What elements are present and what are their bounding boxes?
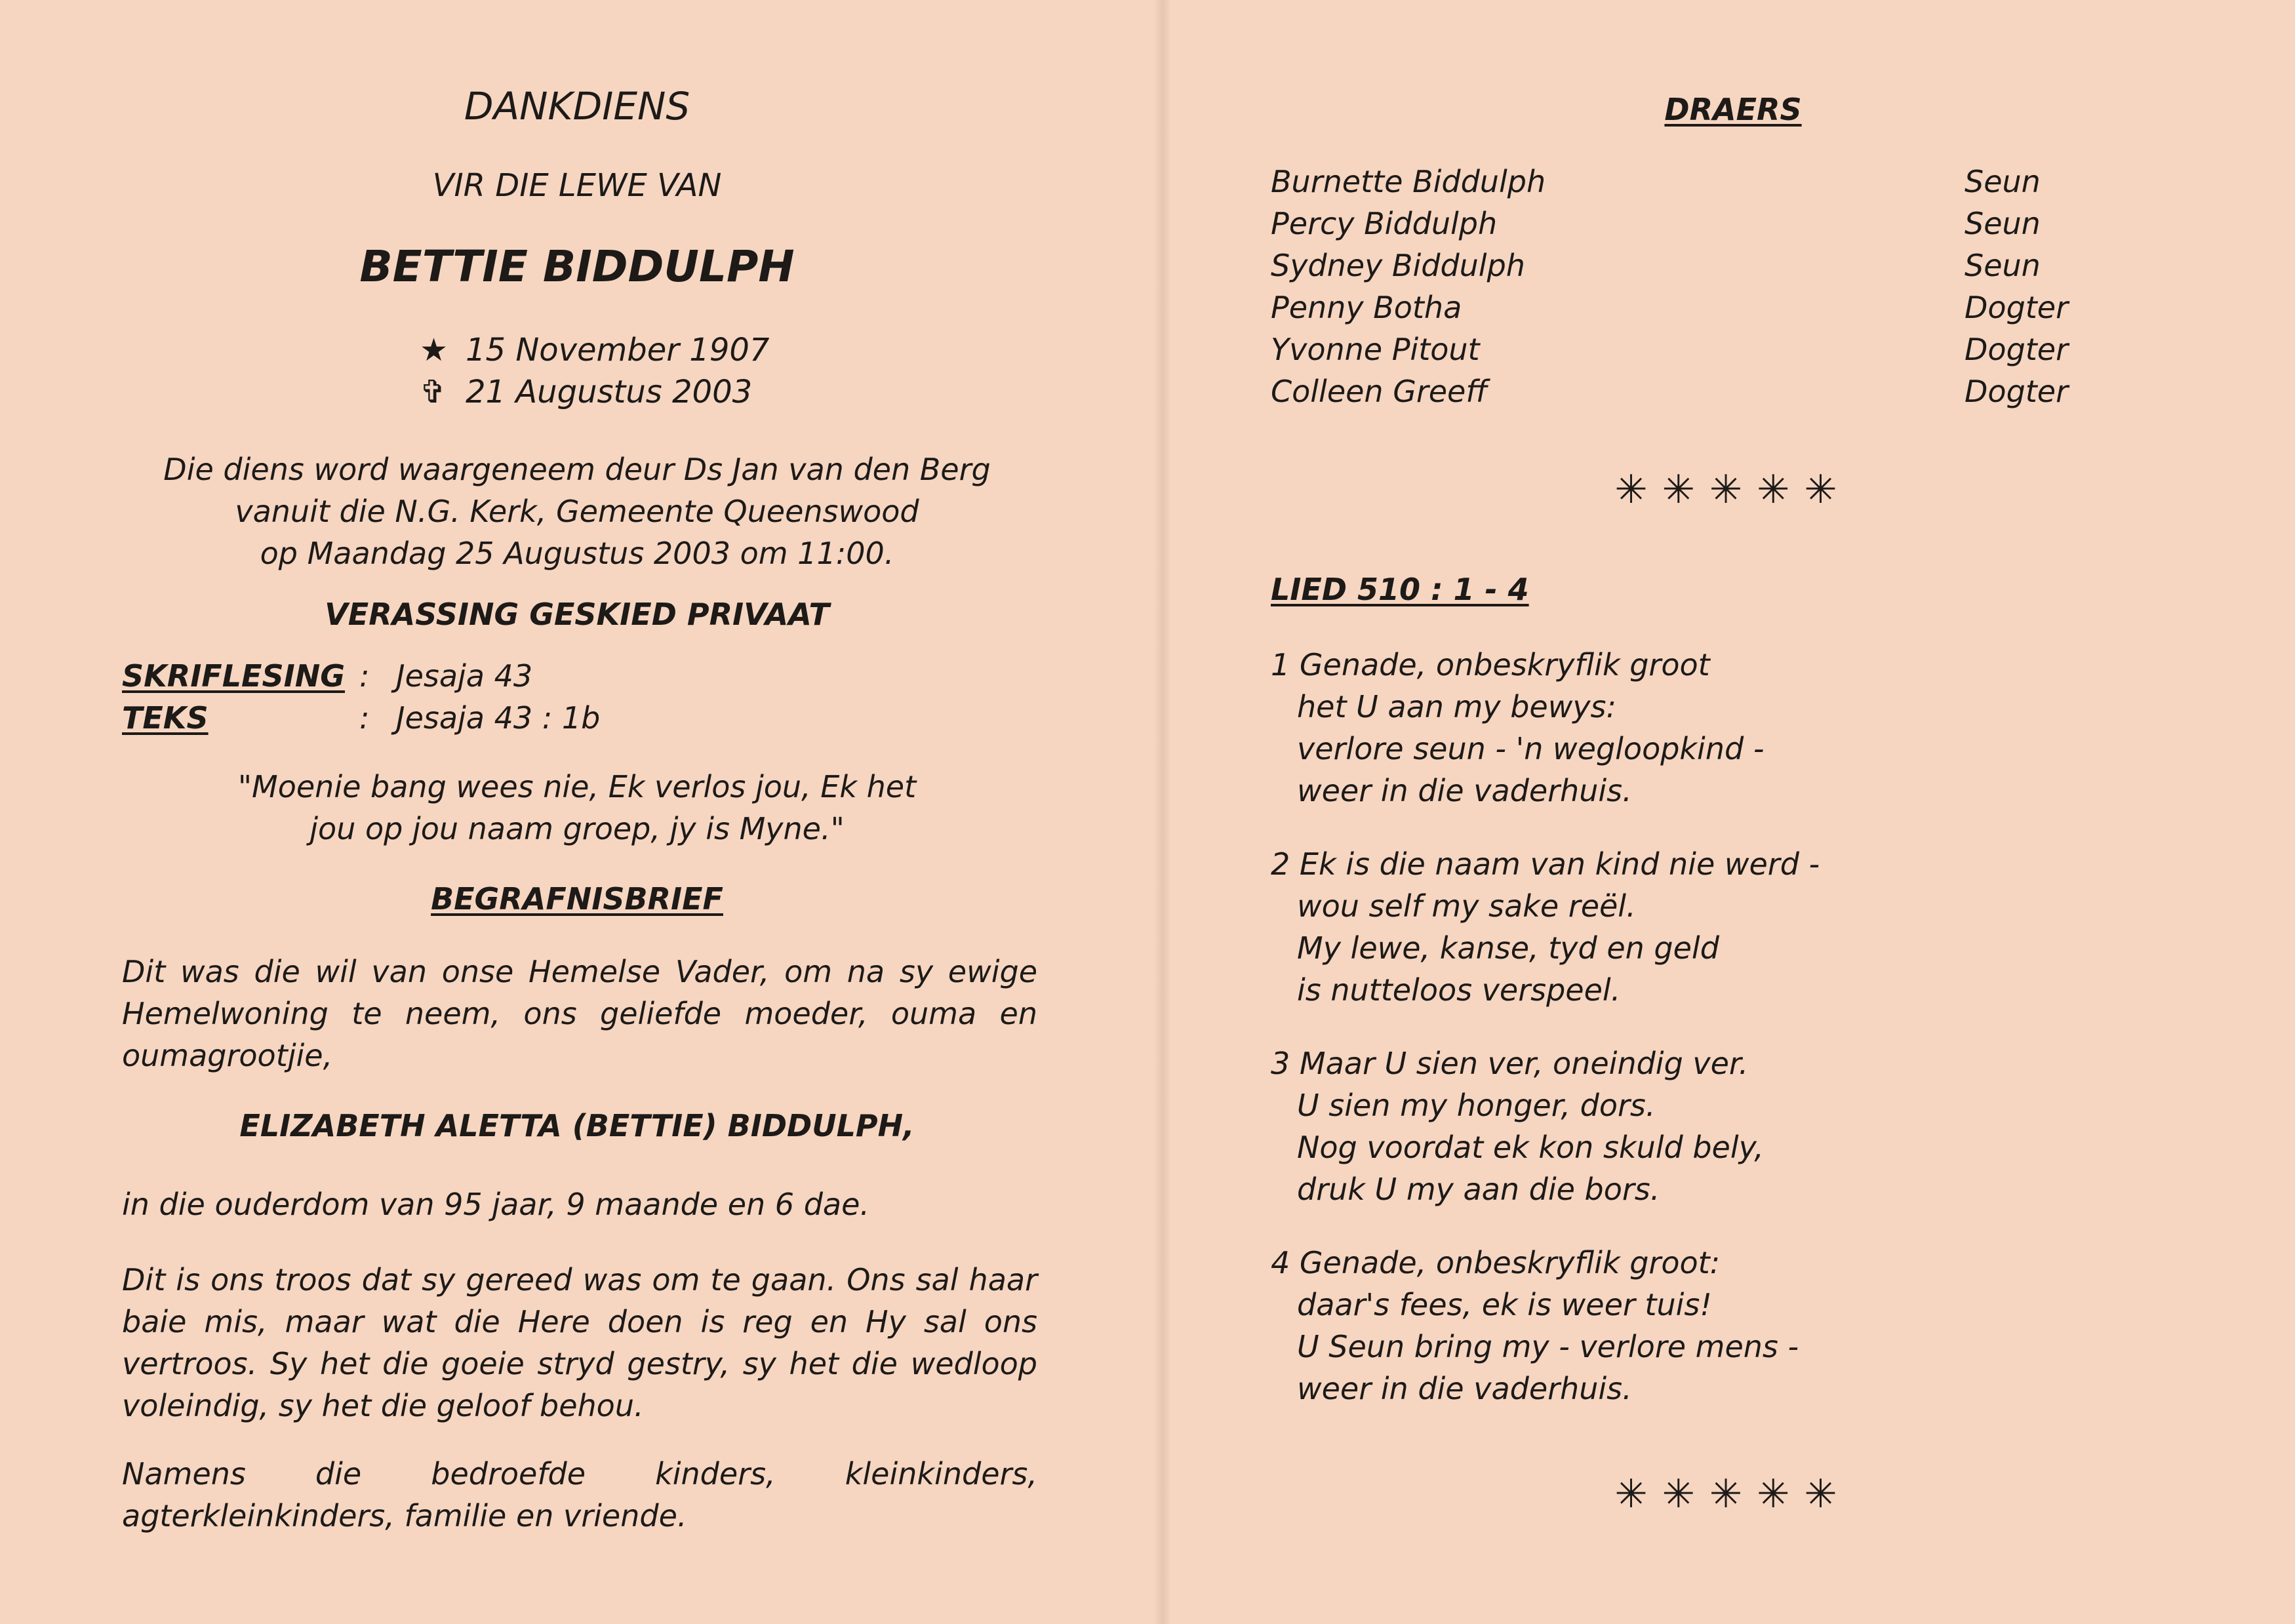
cremation-note: VERASSING GESKIED PRIVAAT — [325, 597, 829, 632]
page-fold — [1154, 0, 1171, 1624]
deceased-name: BETTIE BIDDULPH — [359, 241, 795, 292]
bearers-heading: DRAERS — [1664, 92, 1802, 127]
death-date: 21 Augustus 2003 — [466, 374, 753, 410]
birth-date: 15 November 1907 — [466, 332, 770, 368]
bearer-name: Yvonne Pitout — [1271, 332, 1480, 367]
bearer-name: Colleen Greeff — [1271, 374, 1488, 409]
reading-label: SKRIFLESING — [122, 658, 345, 694]
service-line: Die diens word waargeneem deur Ds Jan van den Berg — [163, 452, 991, 487]
bearer-row — [1271, 161, 2189, 203]
page-title: DANKDIENS — [464, 84, 690, 129]
text-colon: : — [359, 700, 370, 736]
letter-paragraph-1: Dit was die wil van onse Hemelse Vader, om na sy ewige Hemelwoning te neem, ons geliefde moeder, ouma en oumagrootjie, — [122, 954, 1037, 1073]
reading-colon: : — [359, 658, 370, 694]
bearer-relation: Seun — [1965, 206, 2041, 241]
bearer-relation: Dogter — [1965, 332, 2069, 367]
letter-paragraph-2: Dit is ons troos dat sy gereed was om te gaan. Ons sal haar baie mis, maar wat die Here doen is reg en Hy sal ons vertroos. Sy het die goeie stryd gestry, sy het die wedloop voleindig, sy het die geloof behou. — [122, 1262, 1037, 1423]
quote-line: jou op jou naam groep, jy is Myne." — [309, 811, 845, 846]
bearer-name: Burnette Biddulph — [1271, 164, 1546, 199]
letter-paragraph-3: Namens die bedroefde kinders, kleinkinders, agterkleinkinders, familie en vriende. — [122, 1456, 1037, 1534]
verse-line: U sien my honger, dors. — [1297, 1088, 1656, 1123]
star-divider-icon: ✳✳✳✳✳ — [1614, 467, 1852, 513]
verse-line: weer in die vaderhuis. — [1297, 773, 1632, 808]
text-value: Jesaja 43 : 1b — [396, 700, 601, 736]
hymn-verse-1 — [1271, 644, 1764, 812]
death-cross-icon: ✞ — [420, 374, 447, 410]
hymn-verse-2 — [1271, 843, 1820, 1011]
birth-star-icon: ★ — [420, 332, 449, 368]
bearer-relation: Dogter — [1965, 374, 2069, 409]
star-divider-bottom-icon: ✳✳✳✳✳ — [1614, 1471, 1852, 1517]
verse-line: My lewe, kanse, tyd en geld — [1297, 930, 1719, 966]
verse-line: druk U my aan die bors. — [1297, 1172, 1660, 1207]
page-subtitle: VIR DIE LEWE VAN — [432, 167, 722, 204]
bearer-relation: Seun — [1965, 164, 2041, 199]
verse-line: Nog voordat ek kon skuld bely, — [1297, 1130, 1764, 1165]
verse-line: U Seun bring my - verlore mens - — [1297, 1329, 1799, 1364]
verse-line: weer in die vaderhuis. — [1297, 1371, 1632, 1406]
bearer-row — [1271, 245, 2189, 287]
bearer-name: Percy Biddulph — [1271, 206, 1498, 241]
service-details — [0, 448, 1154, 574]
bearer-row — [1271, 203, 2189, 245]
bearer-row — [1271, 328, 2189, 370]
bearer-name: Penny Botha — [1271, 290, 1462, 325]
bearer-relation: Dogter — [1965, 290, 2069, 325]
birth-line — [420, 332, 769, 368]
service-line: op Maandag 25 Augustus 2003 om 11:00. — [260, 536, 894, 571]
verse-line: daar's fees, ek is weer tuis! — [1297, 1287, 1712, 1322]
service-line: vanuit die N.G. Kerk, Gemeente Queenswood — [235, 494, 919, 529]
reading-value: Jesaja 43 — [396, 658, 533, 694]
verse-line: het U aan my bewys: — [1297, 689, 1617, 724]
quote-line: "Moenie bang wees nie, Ek verlos jou, Ek het — [237, 769, 917, 804]
verse-line: wou self my sake reël. — [1297, 888, 1636, 924]
full-name: ELIZABETH ALETTA (BETTIE) BIDDULPH, — [239, 1108, 915, 1143]
verse-line: 2 Ek is die naam van kind nie werd - — [1271, 846, 1820, 882]
death-line — [420, 374, 752, 410]
text-label: TEKS — [122, 700, 209, 736]
hymn-heading: LIED 510 : 1 - 4 — [1271, 572, 1529, 607]
bearers-list — [1271, 161, 2189, 412]
bearer-relation: Seun — [1965, 248, 2041, 283]
right-page — [1171, 0, 2295, 1624]
bearer-row — [1271, 287, 2189, 328]
scripture-quote — [0, 766, 1154, 850]
letter-heading: BEGRAFNISBRIEF — [431, 881, 723, 917]
verse-line: verlore seun - 'n wegloopkind - — [1297, 731, 1765, 766]
bearer-row — [1271, 370, 2189, 412]
verse-line: 4 Genade, onbeskryflik groot: — [1271, 1245, 1721, 1280]
hymn-verse-4 — [1271, 1242, 1799, 1410]
age-line: in die ouderdom van 95 jaar, 9 maande en 6 dae. — [122, 1187, 870, 1222]
bearer-name: Sydney Biddulph — [1271, 248, 1525, 283]
verse-line: 3 Maar U sien ver, oneindig ver. — [1271, 1046, 1749, 1081]
verse-line: 1 Genade, onbeskryflik groot — [1271, 647, 1710, 683]
verse-line: is nutteloos verspeel. — [1297, 972, 1621, 1008]
hymn-verse-3 — [1271, 1042, 1764, 1210]
